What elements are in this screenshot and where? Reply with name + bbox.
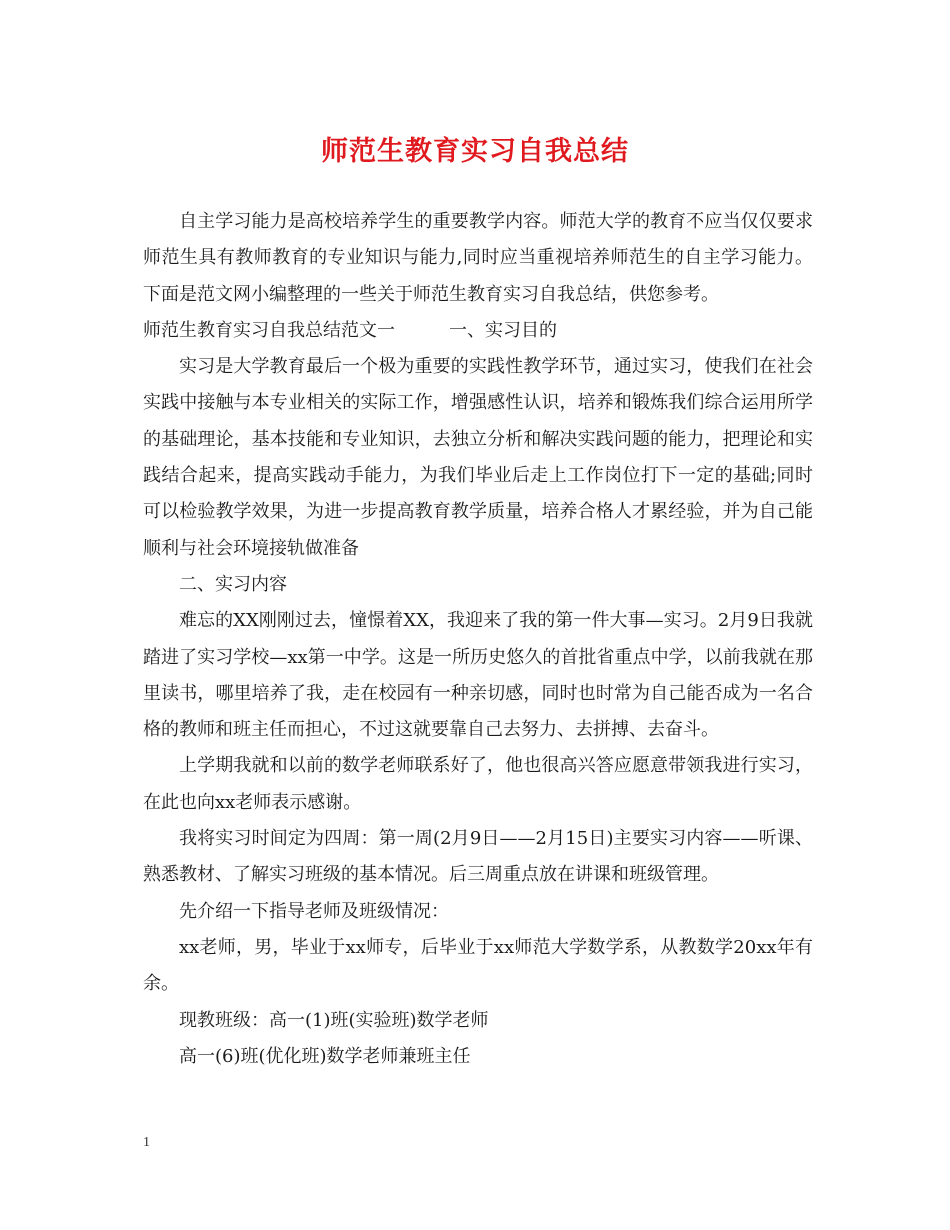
page-number: 1 xyxy=(143,1135,150,1150)
paragraph-teacher-info: xx老师，男，毕业于xx师专，后毕业于xx师范大学数学系，从教数学20xx年有余。 xyxy=(143,936,813,995)
paragraph-contact: 上学期我就和以前的数学老师联系好了，他也很高兴答应愿意带领我进行实习，在此也向xx老师表示感谢。 xyxy=(143,755,813,813)
paragraph-purpose: 实习是大学教育最后一个极为重要的实践性教学环节，通过实习，使我们在社会实践中接触与本专业相关的实际工作，增强感性认识，培养和锻炼我们综合运用所学的基础理论，基本技能和专业知识，去独立分析和解决实践问题的能力，把理论和实践结合起来，提高实践动手能力，为我们毕业后走上工作岗位打下一定的基础;同时可以检验教学效果，为进一步提高教育教学质量，培养合格人才累经验，并为自己能顺利与社会环境接轨做准备 xyxy=(143,356,813,559)
paragraph-section-heading: 师范生教育实习自我总结范文一 一、实习目的 xyxy=(143,319,557,341)
paragraph-content-heading: 二、实习内容 xyxy=(179,573,287,595)
paragraph-class-1: 现教班级：高一(1)班(实验班)数学老师 xyxy=(179,1009,489,1031)
paragraph-class-6: 高一(6)班(优化班)数学老师兼班主任 xyxy=(179,1045,471,1067)
paragraph-intro-teacher: 先介绍一下指导老师及班级情况： xyxy=(179,900,449,922)
paragraph-arrival: 难忘的XX刚刚过去，憧憬着XX，我迎来了我的第一件大事—实习。2月9日我就踏进了实习学校—xx第一中学。这是一所历史悠久的首批省重点中学，以前我就在那里读书，哪里培养了我，走在校园有一种亲切感，同时也时常为自己能否成为一名合格的教师和班主任而担心，不过这就要靠自己去努力、去拼搏、去奋斗。 xyxy=(143,610,813,741)
paragraph-schedule: 我将实习时间定为四周：第一周(2月9日——2月15日)主要实习内容——听课、熟悉教材、了解实习班级的基本情况。后三周重点放在讲课和班级管理。 xyxy=(143,828,813,886)
document-body xyxy=(143,204,813,1075)
document-title: 师范生教育实习自我总结 xyxy=(321,136,629,167)
paragraph-intro: 自主学习能力是高校培养学生的重要教学内容。师范大学的教育不应当仅仅要求师范生具有教师教育的专业知识与能力,同时应当重视培养师范生的自主学习能力。下面是范文网小编整理的一些关于师范生教育实习自我总结，供您参考。 xyxy=(143,211,813,305)
